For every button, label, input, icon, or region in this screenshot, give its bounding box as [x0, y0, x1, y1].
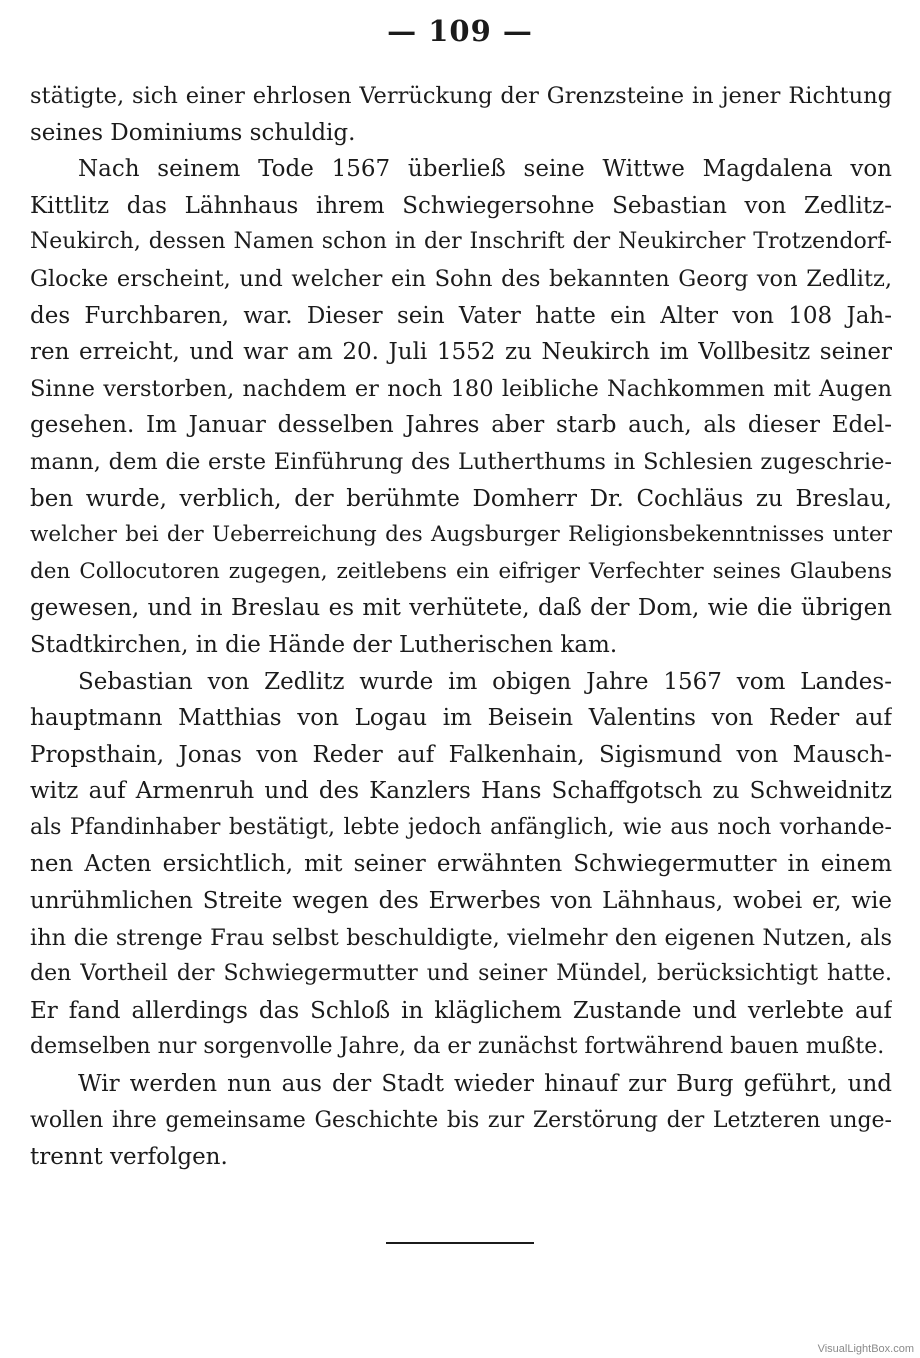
text-line: welcher bei der Ueberreichung des Augsburger Religionsbekenntnisses unter: [30, 522, 892, 548]
page-number: — 109 —: [387, 14, 533, 48]
body-text: [30, 78, 892, 1176]
text-line: wollen ihre gemeinsame Geschichte bis zur Zerstörung der Letzteren unge-: [30, 1107, 892, 1133]
text-line: Er fand allerdings das Schloß in kläglichem Zustande und verlebte auf: [30, 997, 892, 1024]
text-line: mann, dem die erste Einführung des Lutherthums in Schlesien zugeschrie-: [30, 448, 892, 475]
section-divider: [386, 1242, 534, 1244]
text-line: Kittlitz das Lähnhaus ihrem Schwiegersohne Sebastian von Zedlitz-: [30, 192, 892, 219]
text-line: unrühmlichen Streite wegen des Erwerbes von Lähnhaus, wobei er, wie: [30, 888, 892, 915]
text-line: Wir werden nun aus der Stadt wieder hinauf zur Burg geführt, und: [78, 1071, 892, 1098]
text-line: stätigte, sich einer ehrlosen Verrückung der Grenzsteine in jener Richtung: [30, 83, 892, 109]
text-line: den Vortheil der Schwiegermutter und seiner Mündel, berücksichtigt hatte.: [30, 961, 892, 987]
text-line: seines Dominiums schuldig.: [30, 119, 356, 146]
text-line: nen Acten ersichtlich, mit seiner erwähnten Schwiegermutter in einem: [30, 851, 892, 878]
text-line: ren erreicht, und war am 20. Juli 1552 zu Neukirch im Vollbesitz seiner: [30, 339, 892, 366]
text-line: des Furchbaren, war. Dieser sein Vater hatte ein Alter von 108 Jah-: [30, 302, 892, 329]
text-line: Sinne verstorben, nachdem er noch 180 leibliche Nachkommen mit Augen: [30, 375, 892, 402]
text-line: hauptmann Matthias von Logau im Beisein Valentins von Reder auf: [30, 705, 892, 732]
watermark: VisualLightBox.com: [817, 1343, 914, 1355]
text-line: ben wurde, verblich, der berühmte Domherr Dr. Cochläus zu Breslau,: [30, 485, 892, 512]
text-line: Stadtkirchen, in die Hände der Lutherischen kam.: [30, 631, 618, 658]
text-line: Neukirch, dessen Namen schon in der Inschrift der Neukircher Trotzendorf-: [30, 229, 892, 255]
text-line: trennt verfolgen.: [30, 1144, 228, 1171]
text-line: Sebastian von Zedlitz wurde im obigen Jahre 1567 vom Landes-: [78, 668, 892, 695]
text-line: ihn die strenge Frau selbst beschuldigte, vielmehr den eigenen Nutzen, als: [30, 924, 892, 951]
text-line: als Pfandinhaber bestätigt, lebte jedoch anfänglich, wie aus noch vorhande-: [30, 814, 892, 840]
text-line: witz auf Armenruh und des Kanzlers Hans Schaffgotsch zu Schweidnitz: [30, 778, 892, 805]
text-line: den Collocutoren zugegen, zeitlebens ein eifriger Verfechter seines Glaubens: [30, 558, 892, 584]
text-line: Glocke erscheint, und welcher ein Sohn des bekannten Georg von Zedlitz,: [30, 265, 892, 292]
text-line: Propsthain, Jonas von Reder auf Falkenhain, Sigismund von Mausch-: [30, 741, 892, 768]
text-line: demselben nur sorgenvolle Jahre, da er zunächst fortwährend bauen mußte.: [30, 1034, 885, 1060]
text-line: Nach seinem Tode 1567 überließ seine Wittwe Magdalena von: [78, 156, 892, 183]
text-line: gesehen. Im Januar desselben Jahres aber starb auch, als dieser Edel-: [30, 412, 892, 439]
text-line: gewesen, und in Breslau es mit verhütete, daß der Dom, wie die übrigen: [30, 595, 892, 622]
